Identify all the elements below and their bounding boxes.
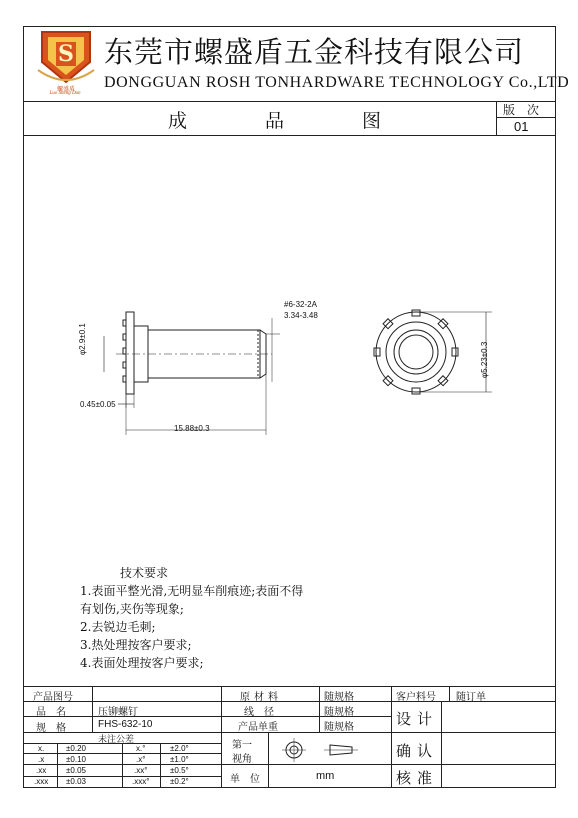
tol-angular-value: ±0.2°	[170, 777, 189, 786]
product-no-label: 产品图号	[33, 692, 73, 703]
company-name-cn: 东莞市螺盛盾五金科技有限公司	[104, 35, 525, 69]
tol-linear-key: .xx	[36, 766, 47, 775]
note-line: 2.去锐边毛刺;	[80, 620, 156, 634]
tol-linear-value: ±0.10	[66, 755, 86, 764]
tolerance-header: 未注公差	[98, 735, 135, 745]
title-divider	[23, 135, 556, 136]
product-name-value: 压铆螺钉	[98, 707, 138, 718]
tol-angular-value: ±1.0°	[170, 755, 189, 764]
unit-label: 单 位	[230, 774, 260, 785]
design-label: 设计	[396, 710, 439, 728]
shank-dia-label: φ2.9±0.1	[78, 323, 87, 355]
tol-linear-value: ±0.03	[66, 777, 86, 786]
total-length-label: 15.88±0.3	[174, 424, 210, 433]
customer-no-value: 随订单	[456, 692, 486, 703]
logo-text-cn: 螺盛盾	[56, 86, 75, 93]
note-line: 4.表面处理按客户要求;	[80, 656, 204, 670]
note-line: 有划伤,夹伤等现象;	[80, 602, 184, 616]
weight-label: 产品单重	[238, 722, 278, 733]
head-dia-label: φ5.23±0.3	[480, 341, 489, 378]
tol-linear-value: ±0.05	[66, 766, 86, 775]
unit-value: mm	[316, 770, 335, 782]
version-divider	[496, 101, 497, 135]
first-view-label: 第一	[232, 740, 252, 751]
version-value: 01	[514, 119, 529, 134]
tol-linear-value: ±0.20	[66, 744, 86, 753]
svg-text:S: S	[58, 41, 74, 67]
tol-linear-key: .xxx	[34, 777, 49, 786]
weight-value: 随规格	[324, 722, 354, 733]
tol-angular-value: ±2.0°	[170, 744, 189, 753]
end-view	[370, 300, 510, 410]
approve-label: 核准	[396, 769, 439, 787]
note-line: 1.表面平整光滑,无明显车削痕迹;表面不得	[80, 584, 304, 598]
tol-angular-key: .x°	[136, 755, 146, 764]
material-value: 随规格	[324, 692, 354, 703]
material-label: 原材料	[240, 692, 282, 703]
tol-angular-key: x.°	[136, 744, 146, 753]
notes-title: 技术要求	[120, 566, 169, 580]
thread-length-label: 3.34-3.48	[284, 311, 318, 320]
spec-value: FHS-632-10	[98, 719, 153, 730]
wire-value: 随规格	[324, 707, 354, 718]
wire-label: 线 径	[244, 707, 274, 718]
drawing-title: 成品图	[168, 110, 460, 132]
company-logo	[36, 30, 96, 86]
company-name-en: DONGGUAN ROSH TONHARDWARE TECHNOLOGY Co.,LTD	[104, 74, 570, 91]
tol-linear-key: x.	[38, 744, 45, 753]
tol-angular-key: .xxx°	[132, 777, 150, 786]
tol-angular-key: .xx°	[134, 766, 148, 775]
tol-angular-value: ±0.5°	[170, 766, 189, 775]
tol-linear-key: .x	[38, 755, 45, 764]
technical-notes	[80, 564, 303, 672]
product-name-label: 品 名	[36, 707, 66, 718]
logo-text-en: Luo Sheng Dun	[49, 91, 81, 96]
head-thickness-label: 0.45±0.05	[80, 400, 116, 409]
thread-spec-label: #6-32-2A	[284, 300, 317, 309]
first-view-label-2: 视角	[232, 754, 252, 765]
spec-label: 规 格	[36, 723, 66, 734]
customer-no-label: 客户料号	[396, 692, 436, 703]
version-label: 版次	[503, 103, 552, 117]
note-line: 3.热处理按客户要求;	[80, 638, 192, 652]
confirm-label: 确认	[396, 742, 439, 760]
header-divider	[23, 101, 556, 102]
first-angle-projection-symbol	[280, 737, 380, 763]
